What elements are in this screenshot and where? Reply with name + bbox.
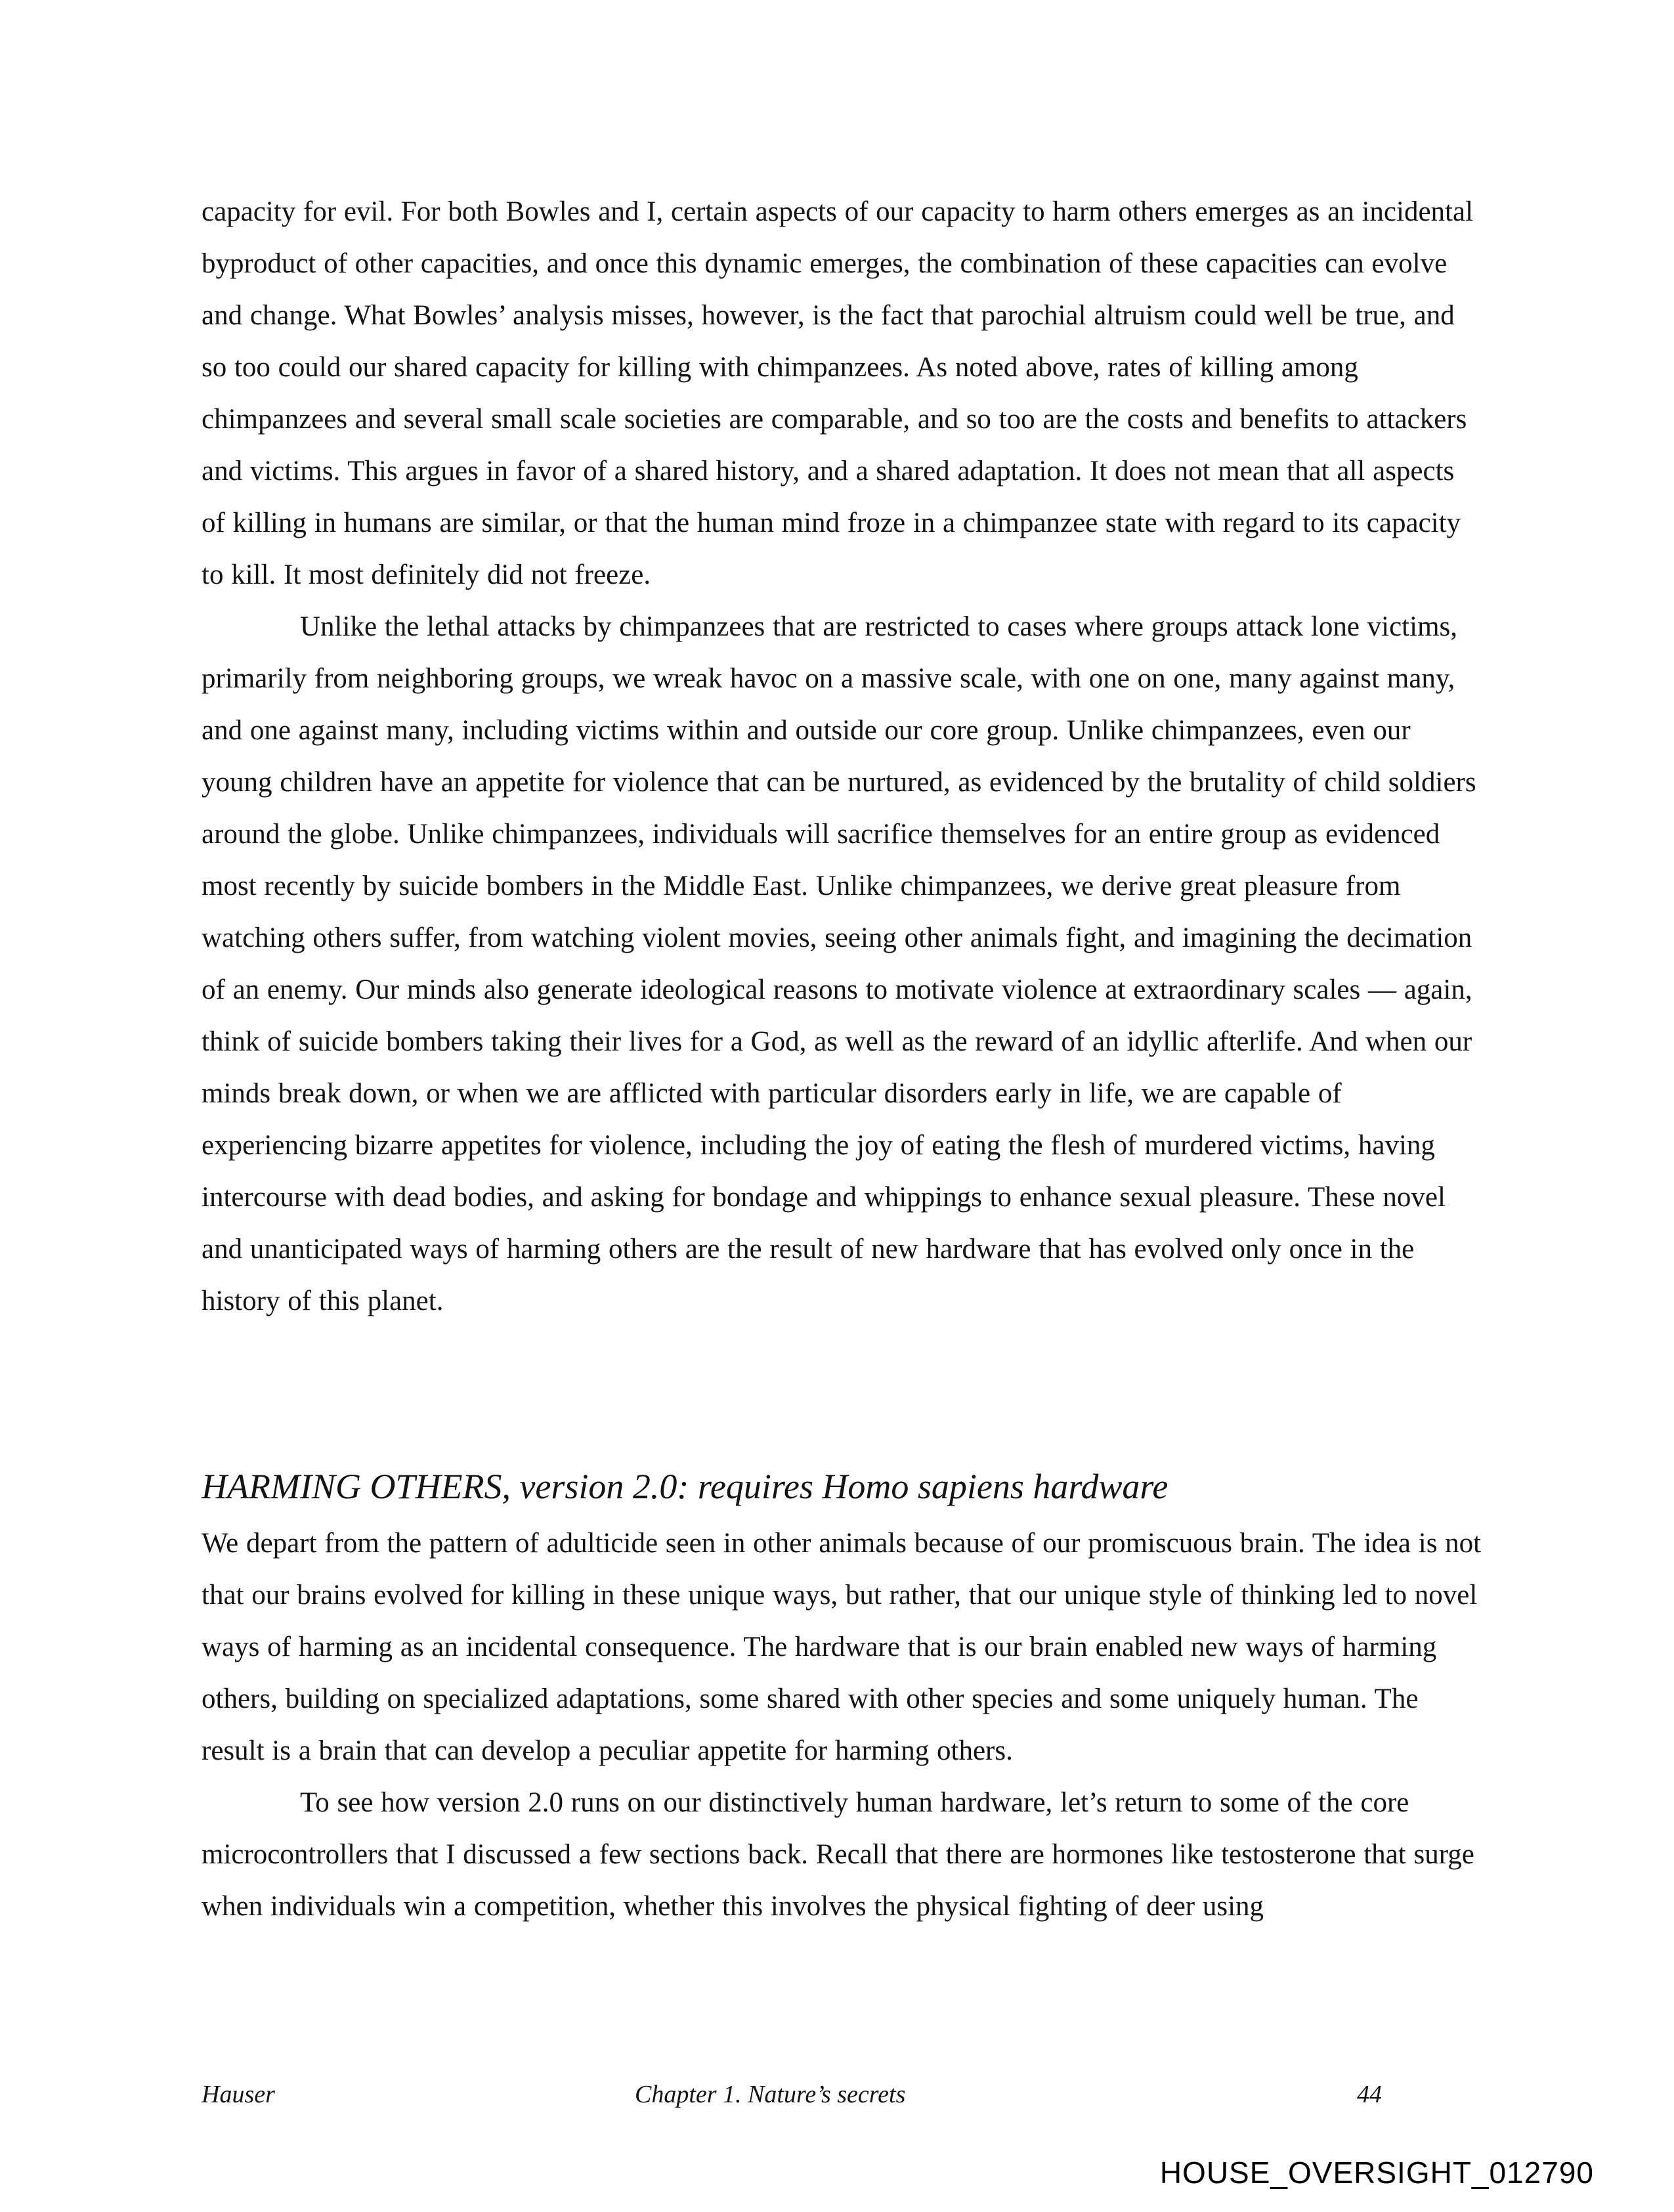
- bates-stamp: HOUSE_OVERSIGHT_012790: [1159, 2156, 1594, 2190]
- page-body: [202, 186, 1482, 1932]
- body-paragraph: Unlike the lethal attacks by chimpanzees that are restricted to cases where groups attack lone victims, primarily from neighboring groups, we wreak havoc on a massive scale, with one on one, many against many, and one against many, including victims within and outside our core group. Unlike chimpanzees, even our young children have an appetite for violence that can be nurtured, as evidenced by the brutality of child soldiers around the globe. Unlike chimpanzees, individuals will sacrifice themselves for an entire group as evidenced most recently by suicide bombers in the Middle East. Unlike chimpanzees, we derive great pleasure from watching others suffer, from watching violent movies, seeing other animals fight, and imagining the decimation of an enemy. Our minds also generate ideological reasons to motivate violence at extraordinary scales — again, think of suicide bombers taking their lives for a God, as well as the reward of an idyllic afterlife. And when our minds break down, or when we are afflicted with particular disorders early in life, we are capable of experiencing bizarre appetites for violence, including the joy of eating the flesh of murdered victims, having intercourse with dead bodies, and asking for bondage and whippings to enhance sexual pleasure. These novel and unanticipated ways of harming others are the result of new hardware that has evolved only once in the history of this planet.: [202, 611, 1476, 1316]
- page-footer: [202, 2080, 1482, 2119]
- footer-page-number: 44: [1357, 2081, 1382, 2108]
- section-paragraph: To see how version 2.0 runs on our distinctively human hardware, let’s return to some of the core microcontrollers that I discussed a few sections back. Recall that there are hormones like testosterone that surge when individuals win a competition, whether this involves the physical fighting of deer using: [202, 1787, 1474, 1922]
- body-paragraph-continuation: capacity for evil. For both Bowles and I, certain aspects of our capacity to harm others emerges as an incidental byproduct of other capacities, and once this dynamic emerges, the combination of these capacities can evolve and change. What Bowles’ analysis misses, however, is the fact that parochial altruism could well be true, and so too could our shared capacity for killing with chimpanzees. As noted above, rates of killing among chimpanzees and several small scale societies are comparable, and so too are the costs and benefits to attackers and victims. This argues in favor of a shared history, and a shared adaptation. It does not mean that all aspects of killing in humans are similar, or that the human mind froze in a chimpanzee state with regard to its capacity to kill. It most definitely did not freeze.: [202, 196, 1474, 590]
- section-paragraph: We depart from the pattern of adulticide seen in other animals because of our promiscuous brain. The idea is not that our brains evolved for killing in these unique ways, but rather, that our unique style of thinking led to novel ways of harming as an incidental consequence. The hardware that is our brain enabled new ways of harming others, building on specialized adaptations, some shared with other species and some uniquely human. The result is a brain that can develop a peculiar appetite for harming others.: [202, 1528, 1482, 1766]
- footer-chapter-title: Chapter 1. Nature’s secrets: [635, 2081, 906, 2108]
- footer-author: Hauser: [202, 2081, 275, 2108]
- section-heading: HARMING OTHERS, version 2.0: requires Homo sapiens hardware: [202, 1467, 1169, 1506]
